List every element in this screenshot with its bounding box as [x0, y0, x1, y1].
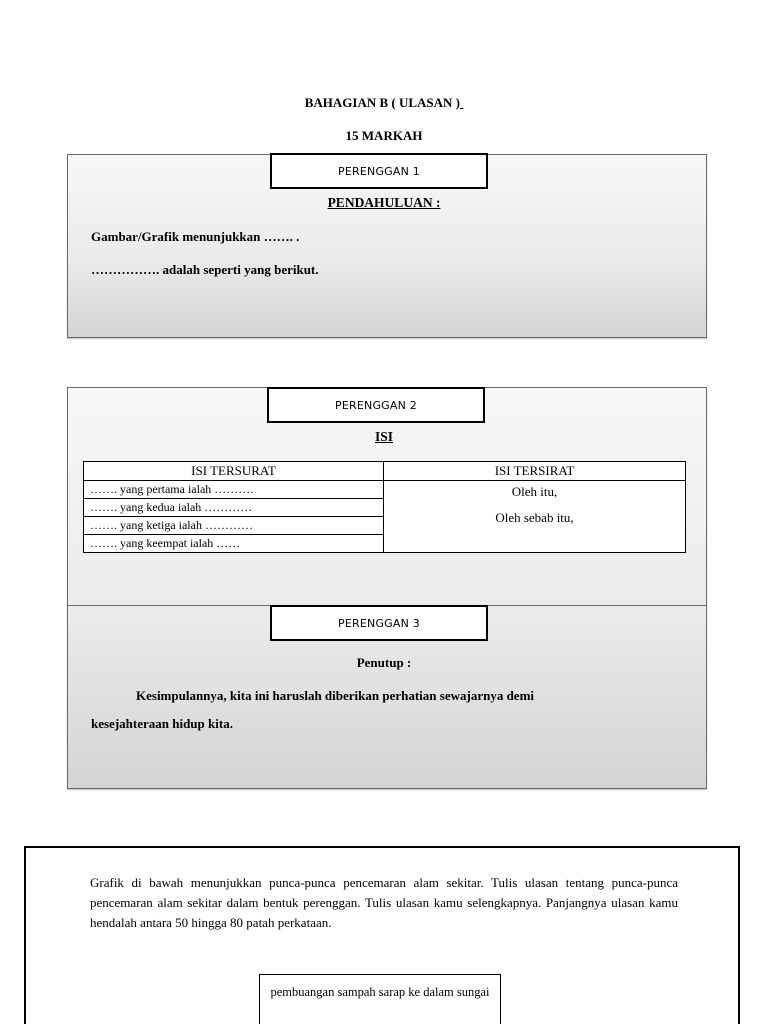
- tersirat-cell: [384, 481, 686, 553]
- paragraph-1-label: PERENGGAN 1: [270, 153, 488, 189]
- paragraph-3-line-2: kesejahteraan hidup kita.: [91, 716, 233, 731]
- table-header-row: [84, 462, 686, 481]
- paragraph-2-label: PERENGGAN 2: [267, 387, 485, 423]
- marks-label: 15 MARKAH: [345, 128, 423, 143]
- paragraph-2-heading: ISI: [374, 429, 393, 444]
- tersirat-line-1: Oleh itu,: [511, 484, 558, 499]
- paragraph-3-label: PERENGGAN 3: [270, 605, 488, 641]
- tersurat-cell-4: ……. yang keempat ialah ……: [84, 535, 384, 553]
- instructions-text: Grafik di bawah menunjukkan punca-punca pencemaran alam sekitar. Tulis ulasan tentang punca-punca pencemaran alam sekitar dalam bentuk perenggan. Tulis ulasan kamu selengkapnya. Panjangnya ulasan kamu hendalah antara 50 hingga 80 patah perkataan.: [90, 875, 678, 930]
- tersurat-cell-1: ……. yang pertama ialah ……….: [84, 481, 384, 499]
- chart-item-box: pembuangan sampah sarap ke dalam sungai: [259, 974, 501, 1024]
- tersurat-cell-3: ……. yang ketiga ialah …………: [84, 517, 384, 535]
- table-row: [84, 481, 686, 499]
- isi-table: [83, 461, 686, 553]
- paragraph-1-line-1: Gambar/Grafik menunjukkan ……. .: [91, 229, 300, 244]
- table-header-tersurat: ISI TERSURAT: [84, 462, 384, 481]
- section-title: BAHAGIAN B ( ULASAN ): [304, 95, 461, 110]
- tersurat-cell-2: ……. yang kedua ialah …………: [84, 499, 384, 517]
- paragraph-1-line-2: ……………. adalah seperti yang berikut.: [91, 262, 319, 277]
- tersirat-line-2: Oleh sebab itu,: [495, 510, 574, 525]
- paragraph-3-heading: Penutup :: [356, 655, 412, 670]
- paragraph-1-heading: PENDAHULUAN :: [327, 195, 441, 210]
- paragraph-3-line-1: Kesimpulannya, kita ini haruslah diberikan perhatian sewajarnya demi: [136, 688, 535, 703]
- table-header-tersirat: ISI TERSIRAT: [384, 462, 686, 481]
